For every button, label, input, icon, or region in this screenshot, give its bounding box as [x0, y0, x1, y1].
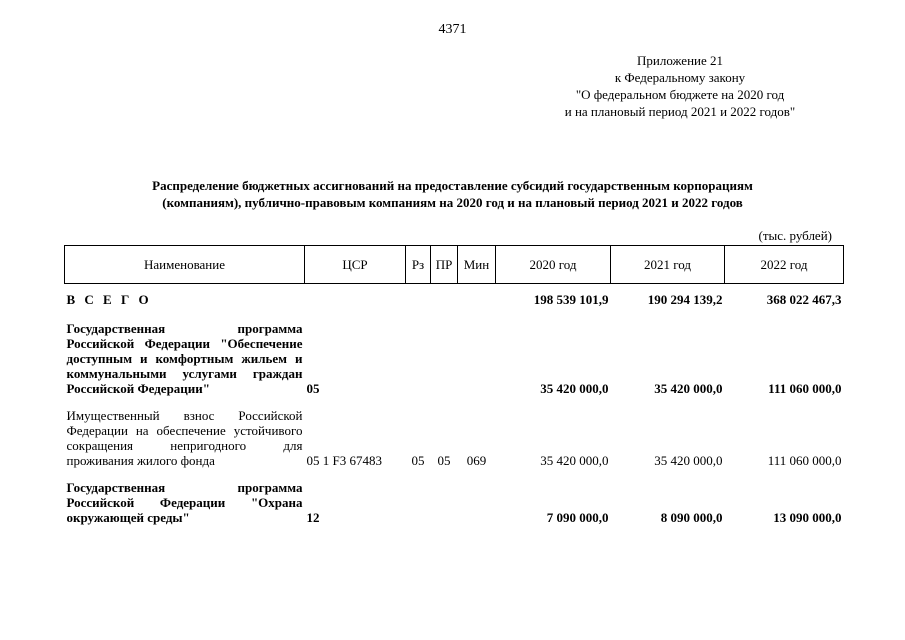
row-min [458, 468, 496, 525]
table-row-total [65, 284, 844, 310]
row-2022: 111 060 000,0 [768, 381, 842, 396]
header-pr: ПР [431, 246, 458, 284]
row-2022: 368 022 467,3 [766, 292, 842, 307]
row-pr [431, 284, 458, 310]
header-2021: 2021 год [611, 246, 725, 284]
row-name: Государственная программа Российской Федерации "Обеспечение доступным и комфортным жильем и коммунальными услугами граждан Российской Федерации" [66, 321, 303, 396]
header-min: Мин [458, 246, 496, 284]
row-pr: 05 [437, 453, 451, 468]
header-2020: 2020 год [496, 246, 611, 284]
appendix-line: "О федеральном бюджете на 2020 год [575, 87, 785, 102]
row-pr [431, 468, 458, 525]
row-2021: 35 420 000,0 [654, 381, 723, 396]
row-csr: 12 [306, 510, 320, 525]
units-label: (тыс. рублей) [758, 228, 832, 243]
row-csr [305, 284, 406, 310]
appendix-line: и на плановый период 2021 и 2022 годов" [564, 104, 796, 119]
row-rz: 05 [411, 453, 425, 468]
row-min [458, 284, 496, 310]
title-line: (компаниям), публично-правовым компаниям на 2020 год и на плановый период 2021 и 2022 годов [162, 195, 743, 210]
row-name: Государственная программа Российской Федерации "Охрана окружающей среды" [66, 480, 303, 525]
budget-table [64, 245, 844, 525]
row-name: В С Е Г О [66, 292, 152, 307]
header-name: Наименование [65, 246, 305, 284]
table-row [65, 468, 844, 525]
table-row [65, 396, 844, 468]
row-rz [406, 468, 431, 525]
row-csr: 05 1 F3 67483 [306, 453, 382, 468]
row-rz [406, 309, 431, 396]
row-pr [431, 309, 458, 396]
row-2022: 13 090 000,0 [773, 510, 842, 525]
table-header-row [65, 246, 844, 284]
row-2020: 35 420 000,0 [540, 453, 609, 468]
row-2020: 198 539 101,9 [533, 292, 609, 307]
row-2021: 8 090 000,0 [660, 510, 723, 525]
title-line: Распределение бюджетных ассигнований на предоставление субсидий государственным корпорациям [152, 178, 753, 193]
row-min: 069 [466, 453, 487, 468]
appendix-line: к Федеральному закону [614, 70, 746, 85]
header-csr: ЦСР [305, 246, 406, 284]
appendix-header [530, 52, 830, 120]
table-row [65, 309, 844, 396]
row-2022: 111 060 000,0 [767, 453, 842, 468]
row-name: Имущественный взнос Российской Федерации на обеспечение устойчивого сокращения непригодного для проживания жилого фонда [66, 408, 303, 468]
row-2020: 7 090 000,0 [546, 510, 609, 525]
header-rz: Рз [406, 246, 431, 284]
page-number: 4371 [438, 22, 467, 37]
document-title [60, 177, 845, 211]
row-2021: 190 294 139,2 [647, 292, 723, 307]
appendix-line: Приложение 21 [636, 53, 724, 68]
row-2020: 35 420 000,0 [540, 381, 609, 396]
row-min [458, 309, 496, 396]
row-2021: 35 420 000,0 [654, 453, 723, 468]
row-csr: 05 [306, 381, 320, 396]
row-rz [406, 284, 431, 310]
header-2022: 2022 год [725, 246, 844, 284]
